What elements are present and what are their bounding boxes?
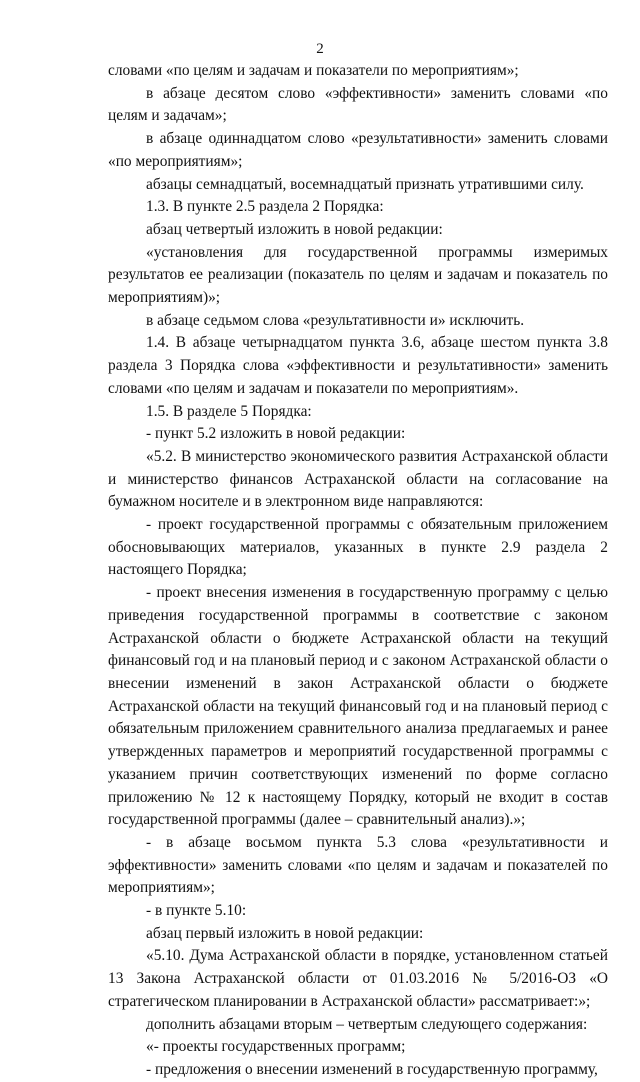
paragraph: - в абзаце восьмом пункта 5.3 слова «результативности и эффективности» заменить словами «по целям и задачам и показателей по мероприятиям»;	[108, 833, 608, 897]
paragraph: «5.10. Дума Астраханской области в порядке, установленном статьей 13 Закона Астраханской области от 01.03.2016 № 5/2016-ОЗ «О стратегическом планировании в Астраханской области» рассматривает:»;	[108, 947, 608, 1010]
paragraph: - предложения о внесении изменений в государственную программу,	[146, 1060, 598, 1078]
paragraph: - в пункте 5.10:	[146, 902, 247, 920]
paragraph: «- проекты государственных программ;	[146, 1038, 406, 1056]
paragraph: 1.5. В разделе 5 Порядка:	[146, 402, 312, 420]
paragraph: дополнить абзацами вторым – четвертым следующего содержания:	[146, 1015, 588, 1033]
paragraph: абзац четвертый изложить в новой редакции:	[146, 220, 443, 238]
page-number: 2	[316, 41, 324, 57]
paragraph: абзац первый изложить в новой редакции:	[146, 924, 424, 942]
paragraph: 1.3. В пункте 2.5 раздела 2 Порядка:	[146, 198, 384, 216]
paragraph: в абзаце одиннадцатом слово «результативности» заменить словами «по мероприятиям»;	[108, 130, 608, 170]
paragraph: - пункт 5.2 изложить в новой редакции:	[146, 425, 406, 443]
paragraph: в абзаце седьмом слова «результативности и» исключить.	[146, 311, 525, 329]
paragraph-continuation: словами «по целям и задачам и показатели по мероприятиям»;	[108, 62, 519, 79]
paragraph: 1.4. В абзаце четырнадцатом пункта 3.6, абзаце шестом пункта 3.8 раздела 3 Порядка слова «эффективности и результативности» заменить словами «по целям и задачам и показатели по мероприятиям».	[108, 334, 608, 397]
paragraph: в абзаце десятом слово «эффективности» заменить словами «по целям и задачам»;	[108, 84, 608, 125]
paragraph: «установления для государственной программы измеримых результатов ее реализации (показатель по целям и задачам и показатель по мероприятиям)»;	[108, 243, 608, 307]
document-body	[108, 60, 608, 1082]
paragraph: - проект внесения изменения в государственную программу с целью приведения государственной программы в соответствие с законом Астраханской области о бюджете Астраханской области на текущий финансовый год и на плановый период и с законом Астраханской области о внесении изменений в закон Астраханской области о бюджете Астраханской области на текущий финансовый год и на плановый период с обязательным приложением сравнительного анализа предлагаемых и ранее утвержденных параметров и мероприятий государственной программы с указанием причин соответствующих изменений по форме согласно приложению № 12 к настоящему Порядку, который не входит в состав государственной программы (далее – сравнительный анализ).»;	[108, 584, 608, 829]
paragraph: «5.2. В министерство экономического развития Астраханской области и министерство финансов Астраханской области на согласование на бумажном носителе и в электронном виде направляются:	[108, 447, 608, 511]
paragraph: абзацы семнадцатый, восемнадцатый признать утратившими силу.	[146, 175, 584, 193]
paragraph: - проект государственной программы с обязательным приложением обосновывающих материалов, указанных в пункте 2.9 раздела 2 настоящего Порядка;	[108, 516, 608, 579]
